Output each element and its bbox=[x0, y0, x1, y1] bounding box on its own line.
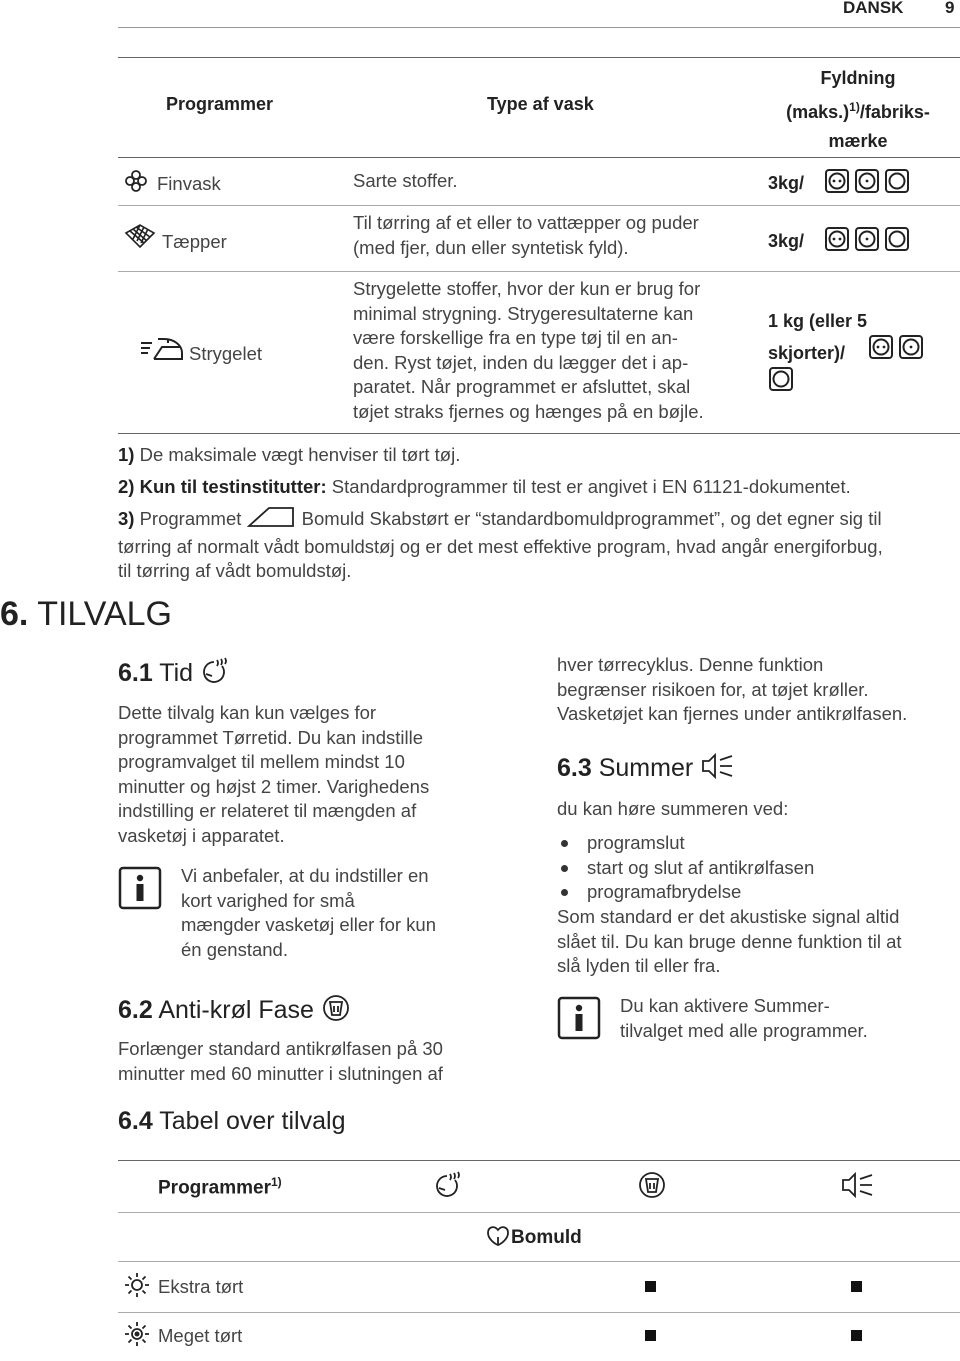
col-header-program: Programmer bbox=[166, 94, 274, 114]
row-divider bbox=[118, 1312, 960, 1313]
mark-square bbox=[851, 1330, 862, 1341]
row-divider bbox=[118, 271, 960, 272]
mark-square bbox=[645, 1281, 656, 1292]
row1-desc: Sarte stoffer. bbox=[353, 170, 458, 191]
s61-text: Dette tilvalg kan kun vælges for programmet Tørretid. Du kan indstille programvalget til mellem mindst 10 minutter og højst 2 timer. Varighedens indstilling er relateret til mængden af vasketøj i apparatet. bbox=[118, 702, 430, 846]
s63-intro: du kan høre summeren ved: bbox=[557, 798, 789, 819]
cotton-icon bbox=[485, 1223, 511, 1253]
row-divider bbox=[118, 1212, 960, 1213]
row1-load: 3kg/ bbox=[768, 173, 805, 193]
row2-load: 3kg/ bbox=[768, 231, 805, 251]
heading-6-4: 6.4 Tabel over tilvalg bbox=[118, 1107, 346, 1135]
page-number: 9 bbox=[945, 0, 955, 17]
buzzer-icon bbox=[700, 752, 736, 787]
heading-6-1: 6.1 Tid bbox=[118, 656, 230, 693]
row2-desc: Til tørring af et eller to vattæpper og puder (med fjer, dun eller syntetisk fyld). bbox=[353, 212, 699, 258]
sun-filled-icon bbox=[124, 1321, 150, 1352]
s63-bullet-list bbox=[557, 831, 814, 905]
cupboard-dry-icon bbox=[247, 506, 297, 535]
footnote-1: 1) De maksimale vægt henviser til tørt tøj. bbox=[118, 444, 461, 465]
row2-name: Tæpper bbox=[162, 231, 227, 252]
footnote-2: 2) Kun til testinstitutter: Standardprogrammer til test er angivet i EN 61121-dokumentet. bbox=[118, 476, 851, 497]
mark-square bbox=[851, 1281, 862, 1292]
row3-desc: Strygelette stoffer, hvor der kun er brug for minimal strygning. Strygeresultaterne kan være forskellige fra en type tøj til en an- den. Ryst tøjet, inden du lægger det i ap- paratet. Når programmet er afsluttet, skal tøjet straks fjernes og hænges på en bøjle. bbox=[353, 278, 704, 422]
opt-row1-name: Ekstra tørt bbox=[158, 1276, 244, 1297]
s62-text: Forlænger standard antikrølfasen på 30 minutter med 60 minutter i slutningen af bbox=[118, 1038, 443, 1084]
row3-fabric-icons bbox=[868, 334, 928, 365]
info-icon bbox=[118, 866, 162, 915]
list-item: programafbrydelse bbox=[557, 880, 814, 905]
delicate-flower-icon bbox=[124, 169, 148, 198]
list-item: start og slut af antikrølfasen bbox=[557, 856, 814, 881]
opt-table-top-rule bbox=[118, 1160, 960, 1161]
opt-table-group: Bomuld bbox=[485, 1223, 582, 1253]
row3-load: 1 kg (eller 5 skjorter)/ bbox=[768, 311, 868, 363]
buzzer-icon bbox=[840, 1171, 876, 1204]
iron-icon bbox=[140, 335, 184, 368]
info-icon bbox=[557, 996, 601, 1045]
anti-crease-icon bbox=[637, 1170, 667, 1205]
duvet-icon bbox=[124, 223, 156, 254]
opt-table-header: Programmer$^{1)}$ bbox=[158, 1175, 282, 1199]
row1-name: Finvask bbox=[157, 173, 221, 194]
right-col-cont: hver tørrecyklus. Denne funktion begrænser risikoen for, at tøjet krøller. Vasketøjet kan fjernes under antikrølfasen. bbox=[557, 654, 908, 724]
row1-fabric-icons bbox=[824, 168, 912, 199]
opt-row2-name: Meget tørt bbox=[158, 1325, 243, 1346]
anti-crease-icon bbox=[321, 993, 351, 1030]
header-rule bbox=[118, 27, 960, 28]
row-divider bbox=[118, 1261, 960, 1262]
mark-square bbox=[645, 1330, 656, 1341]
s61-note: Vi anbefaler, at du indstiller en kort varighed for små mængder vasketøj eller for kun én genstand. bbox=[181, 865, 436, 960]
s63-text: Som standard er det akustiske signal altid slået til. Du kan bruge denne funktion til at slå lyden til eller fra. bbox=[557, 906, 902, 976]
section-heading: 6. TILVALG bbox=[0, 595, 172, 633]
col-header-type: Type af vask bbox=[487, 94, 594, 114]
footnote-3: 3) Programmet Bomuld Skabstørt er “standardbomuldprogrammet”, og det egner sig til tørring af normalt vådt bomuldstøj og er det mest effektive program, hvad angår energiforbug, til tørring af vådt bomuldstøj. bbox=[118, 506, 958, 584]
table-top-rule bbox=[118, 57, 960, 58]
sun-icon bbox=[124, 1272, 150, 1303]
heading-6-2: 6.2 Anti-krøl Fase bbox=[118, 993, 351, 1030]
row2-fabric-icons bbox=[824, 226, 912, 257]
row3-fabric-icon-extra bbox=[768, 366, 794, 397]
list-item: programslut bbox=[557, 831, 814, 856]
timer-icon bbox=[432, 1170, 464, 1205]
col-header-load: Fyldning (maks.)$^{1)}$/fabriks- mærke bbox=[786, 68, 930, 151]
heading-6-3: 6.3 Summer bbox=[557, 752, 736, 787]
table-bottom-rule bbox=[118, 433, 960, 434]
language-label: DANSK bbox=[843, 0, 904, 17]
table-header-rule bbox=[118, 157, 960, 158]
row3-name: Strygelet bbox=[189, 343, 263, 364]
timer-icon bbox=[200, 656, 230, 693]
row-divider bbox=[118, 205, 960, 206]
s63-note: Du kan aktivere Summer- tilvalget med alle programmer. bbox=[620, 995, 868, 1041]
